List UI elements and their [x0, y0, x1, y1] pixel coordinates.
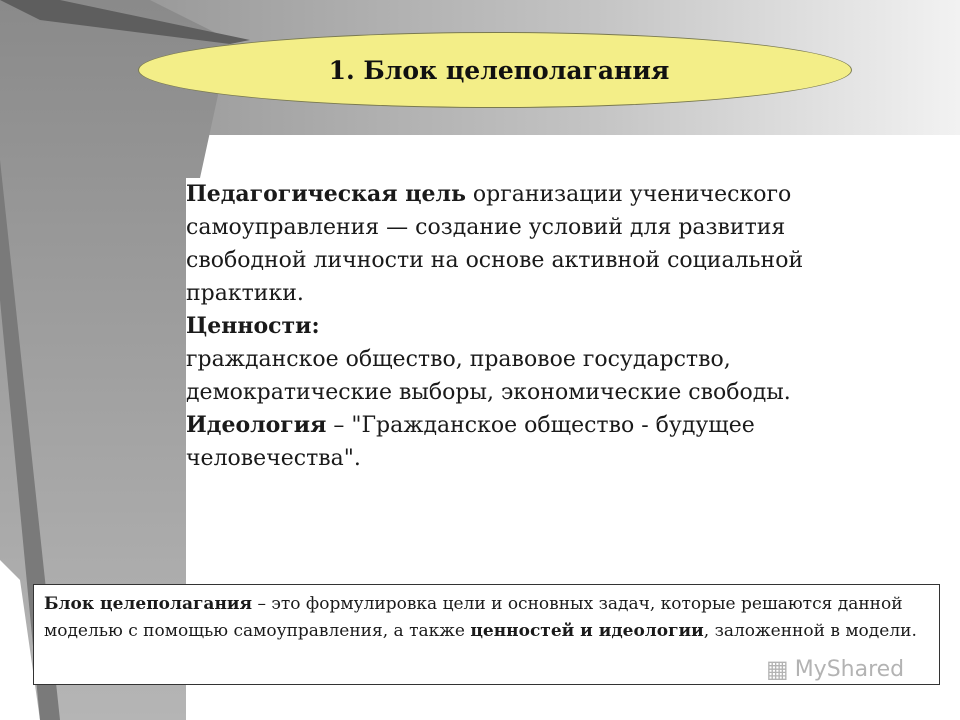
goal-paragraph — [186, 178, 886, 310]
ideology-label: Идеология — [186, 412, 327, 438]
goal-text: организации ученического самоуправления — создание условий для развития свободной личности на основе активной социальной практики. — [186, 182, 804, 306]
title-ellipse — [138, 32, 852, 108]
values-text: гражданское общество, правовое государство, демократические выборы, экономические свободы. — [186, 347, 791, 405]
values-heading: Ценности: — [186, 313, 320, 339]
watermark — [766, 655, 904, 683]
slide-title: 1. Блок целеполагания — [328, 55, 670, 85]
definition-text-2: , заложенной в модели. — [703, 621, 917, 641]
ideology-text: – "Гражданское общество - будущее человечества". — [186, 413, 755, 471]
main-text-block — [186, 178, 886, 475]
goal-label: Педагогическая цель — [186, 181, 466, 207]
definition-label: Блок целеполагания — [44, 594, 253, 614]
definition-emphasis: ценностей и идеологии — [470, 621, 704, 641]
myshared-logo-icon: ▦ — [766, 655, 789, 683]
definition-text-1: – это формулировка цели и основных задач, которые решаются данной моделью с помощью самоуправления, а также — [44, 594, 903, 641]
ideology-paragraph — [186, 409, 886, 475]
watermark-brand: MyShared — [794, 656, 905, 682]
